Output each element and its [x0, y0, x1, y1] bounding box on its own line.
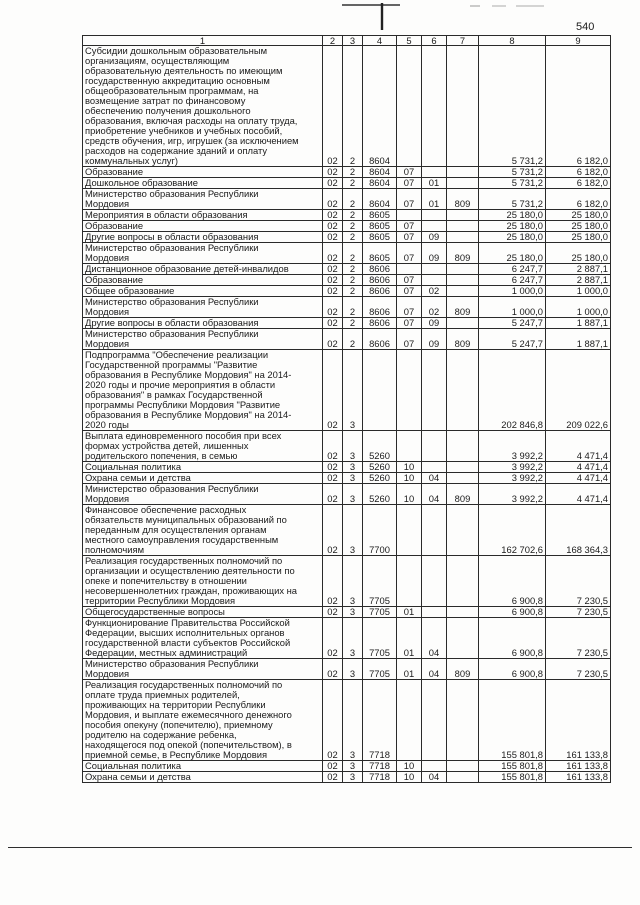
program-code-cell: 02: [323, 462, 343, 473]
amount-col9-cell: 2 887,1: [546, 275, 611, 286]
subprogram-code-cell: 2: [343, 329, 363, 350]
amount-col9-cell: 4 471,4: [546, 431, 611, 462]
subprogram-code-cell: 3: [343, 772, 363, 783]
item-name-cell: Реализация государственных полномочий по организации и осуществлению деятельности по опеке и попечительству в отношении несовершеннолетних граждан, проживающих на территории Республики Мордовия: [83, 556, 323, 607]
table-row: [83, 618, 611, 659]
subsection-code-cell: 09: [422, 243, 447, 264]
subprogram-code-cell: 3: [343, 473, 363, 484]
column-header-2: 2: [323, 36, 343, 46]
program-code-cell: 02: [323, 350, 343, 431]
item-name-cell: Субсидии дошкольным образовательным организациям, осуществляющим образовательную деятельность по имеющим государственную аккредитацию основным общеобразовательным программам, на возмещение затрат по финансовому обеспечению получения дошкольного образования, включая расходы на оплату труда, приобретение учебников и учебных пособий, средств обучения, игр, игрушек (за исключением расходов на содержание зданий и оплату коммунальных услуг): [83, 46, 323, 167]
subprogram-code-cell: 2: [343, 318, 363, 329]
column-header-3: 3: [343, 36, 363, 46]
amount-col8-cell: 5 247,7: [479, 329, 546, 350]
amount-col8-cell: 3 992,2: [479, 484, 546, 505]
subsection-code-cell: [422, 221, 447, 232]
program-code-cell: 02: [323, 761, 343, 772]
table-row: [83, 297, 611, 318]
agency-code-cell: [447, 178, 479, 189]
amount-col8-cell: 25 180,0: [479, 210, 546, 221]
table-row: [83, 221, 611, 232]
program-code-cell: 02: [323, 275, 343, 286]
column-header-9: 9: [546, 36, 611, 46]
expense-code-cell: 5260: [363, 473, 397, 484]
item-name-cell: Функционирование Правительства Российской Федерации, высших исполнительных органов государственной власти субъектов Российской Федерации, местных администраций: [83, 618, 323, 659]
agency-code-cell: [447, 210, 479, 221]
subprogram-code-cell: 2: [343, 46, 363, 167]
agency-code-cell: [447, 556, 479, 607]
section-code-cell: 07: [397, 318, 422, 329]
amount-col8-cell: 6 900,8: [479, 607, 546, 618]
expense-code-cell: 8605: [363, 221, 397, 232]
amount-col9-cell: 7 230,5: [546, 618, 611, 659]
amount-col9-cell: 7 230,5: [546, 556, 611, 607]
subprogram-code-cell: 3: [343, 761, 363, 772]
section-code-cell: 07: [397, 275, 422, 286]
subprogram-code-cell: 2: [343, 167, 363, 178]
amount-col9-cell: 209 022,6: [546, 350, 611, 431]
program-code-cell: 02: [323, 189, 343, 210]
expense-code-cell: 5260: [363, 431, 397, 462]
section-code-cell: 07: [397, 189, 422, 210]
subsection-code-cell: [422, 505, 447, 556]
amount-col9-cell: 6 182,0: [546, 46, 611, 167]
section-code-cell: [397, 505, 422, 556]
agency-code-cell: [447, 350, 479, 431]
subsection-code-cell: 01: [422, 178, 447, 189]
program-code-cell: 02: [323, 607, 343, 618]
expense-code-cell: 7718: [363, 761, 397, 772]
program-code-cell: 02: [323, 680, 343, 761]
section-code-cell: 07: [397, 329, 422, 350]
subsection-code-cell: 04: [422, 618, 447, 659]
amount-col9-cell: 1 000,0: [546, 286, 611, 297]
amount-col9-cell: 161 133,8: [546, 761, 611, 772]
subsection-code-cell: 04: [422, 484, 447, 505]
amount-col9-cell: 168 364,3: [546, 505, 611, 556]
table-row: [83, 178, 611, 189]
program-code-cell: 02: [323, 297, 343, 318]
expense-code-cell: 7718: [363, 680, 397, 761]
program-code-cell: 02: [323, 772, 343, 783]
item-name-cell: Другие вопросы в области образования: [83, 232, 323, 243]
expense-code-cell: 8606: [363, 329, 397, 350]
table-row: [83, 462, 611, 473]
program-code-cell: 02: [323, 659, 343, 680]
section-code-cell: 07: [397, 178, 422, 189]
expense-code-cell: 7700: [363, 505, 397, 556]
subsection-code-cell: 04: [422, 659, 447, 680]
subsection-code-cell: 01: [422, 189, 447, 210]
budget-table: [82, 35, 611, 783]
subprogram-code-cell: 3: [343, 350, 363, 431]
agency-code-cell: 809: [447, 297, 479, 318]
section-code-cell: [397, 350, 422, 431]
item-name-cell: Реализация государственных полномочий по оплате труда приемных родителей, проживающих на территории Республики Мордовия, и выплате ежемесячного денежного пособия опекуну (попечителю), приемному родителю на содержание ребенка, находящегося под опекой (попечительством), в приемной семье, в Республике Мордовия: [83, 680, 323, 761]
item-name-cell: Мероприятия в области образования: [83, 210, 323, 221]
item-name-cell: Финансовое обеспечение расходных обязательств муниципальных образований по переданным для осуществления органам местного самоуправления государственным полномочиям: [83, 505, 323, 556]
page-divider: [8, 847, 632, 848]
subprogram-code-cell: 3: [343, 607, 363, 618]
amount-col9-cell: 1 887,1: [546, 329, 611, 350]
expense-code-cell: 8605: [363, 232, 397, 243]
expense-code-cell: 7705: [363, 618, 397, 659]
subprogram-code-cell: 3: [343, 680, 363, 761]
expense-code-cell: 5260: [363, 484, 397, 505]
expense-code-cell: 8604: [363, 189, 397, 210]
item-name-cell: Другие вопросы в области образования: [83, 318, 323, 329]
expense-code-cell: 8605: [363, 210, 397, 221]
amount-col8-cell: 6 900,8: [479, 659, 546, 680]
subprogram-code-cell: 3: [343, 556, 363, 607]
program-code-cell: 02: [323, 264, 343, 275]
subsection-code-cell: 02: [422, 286, 447, 297]
agency-code-cell: 809: [447, 243, 479, 264]
amount-col8-cell: 5 731,2: [479, 189, 546, 210]
amount-col8-cell: 155 801,8: [479, 761, 546, 772]
program-code-cell: 02: [323, 286, 343, 297]
agency-code-cell: [447, 46, 479, 167]
expense-code-cell: 8606: [363, 264, 397, 275]
item-name-cell: Министерство образования Республики Мордовия: [83, 189, 323, 210]
program-code-cell: 02: [323, 556, 343, 607]
amount-col8-cell: 5 731,2: [479, 178, 546, 189]
program-code-cell: 02: [323, 221, 343, 232]
table-row: [83, 680, 611, 761]
amount-col9-cell: 4 471,4: [546, 462, 611, 473]
program-code-cell: 02: [323, 46, 343, 167]
subprogram-code-cell: 2: [343, 275, 363, 286]
subsection-code-cell: 09: [422, 329, 447, 350]
amount-col8-cell: 3 992,2: [479, 473, 546, 484]
program-code-cell: 02: [323, 243, 343, 264]
agency-code-cell: [447, 286, 479, 297]
table-row: [83, 556, 611, 607]
expense-code-cell: 8604: [363, 46, 397, 167]
program-code-cell: 02: [323, 484, 343, 505]
item-name-cell: Министерство образования Республики Мордовия: [83, 659, 323, 680]
subsection-code-cell: [422, 264, 447, 275]
table-row: [83, 46, 611, 167]
section-code-cell: 07: [397, 297, 422, 318]
section-code-cell: 01: [397, 618, 422, 659]
amount-col9-cell: 6 182,0: [546, 178, 611, 189]
subprogram-code-cell: 2: [343, 286, 363, 297]
program-code-cell: 02: [323, 431, 343, 462]
section-code-cell: 07: [397, 232, 422, 243]
item-name-cell: Министерство образования Республики Мордовия: [83, 484, 323, 505]
expense-code-cell: 8606: [363, 275, 397, 286]
amount-col8-cell: 6 900,8: [479, 556, 546, 607]
section-code-cell: 01: [397, 659, 422, 680]
column-header-6: 6: [422, 36, 447, 46]
expense-code-cell: 8605: [363, 243, 397, 264]
section-code-cell: [397, 680, 422, 761]
table-row: [83, 232, 611, 243]
amount-col9-cell: 6 182,0: [546, 189, 611, 210]
agency-code-cell: [447, 462, 479, 473]
column-header-1: 1: [83, 36, 323, 46]
section-code-cell: [397, 46, 422, 167]
subprogram-code-cell: 3: [343, 505, 363, 556]
agency-code-cell: 809: [447, 189, 479, 210]
table-row: [83, 318, 611, 329]
amount-col8-cell: 1 000,0: [479, 297, 546, 318]
expense-code-cell: [363, 350, 397, 431]
subsection-code-cell: [422, 462, 447, 473]
column-header-4: 4: [363, 36, 397, 46]
section-code-cell: [397, 556, 422, 607]
amount-col8-cell: 6 900,8: [479, 618, 546, 659]
expense-code-cell: 8606: [363, 297, 397, 318]
expense-code-cell: 7705: [363, 659, 397, 680]
program-code-cell: 02: [323, 473, 343, 484]
table-row: [83, 189, 611, 210]
section-code-cell: [397, 210, 422, 221]
expense-code-cell: 7705: [363, 607, 397, 618]
table-row: [83, 659, 611, 680]
agency-code-cell: [447, 264, 479, 275]
agency-code-cell: 809: [447, 329, 479, 350]
subsection-code-cell: [422, 167, 447, 178]
program-code-cell: 02: [323, 318, 343, 329]
section-code-cell: 10: [397, 484, 422, 505]
agency-code-cell: [447, 431, 479, 462]
amount-col8-cell: 155 801,8: [479, 772, 546, 783]
amount-col9-cell: 25 180,0: [546, 232, 611, 243]
subprogram-code-cell: 2: [343, 210, 363, 221]
section-code-cell: 07: [397, 221, 422, 232]
page-number: 540: [576, 21, 595, 33]
amount-col8-cell: 162 702,6: [479, 505, 546, 556]
agency-code-cell: [447, 318, 479, 329]
agency-code-cell: [447, 618, 479, 659]
column-header-8: 8: [479, 36, 546, 46]
amount-col9-cell: 7 230,5: [546, 659, 611, 680]
agency-code-cell: [447, 680, 479, 761]
column-header-7: 7: [447, 36, 479, 46]
agency-code-cell: [447, 505, 479, 556]
section-code-cell: 07: [397, 286, 422, 297]
item-name-cell: Образование: [83, 221, 323, 232]
amount-col9-cell: 161 133,8: [546, 772, 611, 783]
expense-code-cell: 8604: [363, 167, 397, 178]
scan-artifact: [330, 0, 560, 34]
agency-code-cell: [447, 167, 479, 178]
section-code-cell: 10: [397, 473, 422, 484]
subsection-code-cell: 09: [422, 318, 447, 329]
amount-col9-cell: 25 180,0: [546, 221, 611, 232]
subprogram-code-cell: 2: [343, 232, 363, 243]
amount-col8-cell: 25 180,0: [479, 243, 546, 264]
agency-code-cell: [447, 232, 479, 243]
subprogram-code-cell: 2: [343, 264, 363, 275]
subsection-code-cell: 04: [422, 772, 447, 783]
item-name-cell: Подпрограмма "Обеспечение реализации Государственной программы "Развитие образования в Республике Мордовия" на 2014- 2020 годы и прочие мероприятия в области образования" в рамках Государственной программы Республики Мордовия "Развитие образования в Республике Мордовия" на 2014- 2020 годы: [83, 350, 323, 431]
section-code-cell: 01: [397, 607, 422, 618]
table-row: [83, 607, 611, 618]
section-code-cell: 10: [397, 462, 422, 473]
agency-code-cell: [447, 772, 479, 783]
program-code-cell: 02: [323, 505, 343, 556]
subprogram-code-cell: 3: [343, 431, 363, 462]
subsection-code-cell: [422, 210, 447, 221]
amount-col8-cell: 25 180,0: [479, 221, 546, 232]
section-code-cell: 07: [397, 167, 422, 178]
table-row: [83, 505, 611, 556]
subprogram-code-cell: 2: [343, 297, 363, 318]
subsection-code-cell: [422, 761, 447, 772]
subsection-code-cell: 04: [422, 473, 447, 484]
agency-code-cell: [447, 761, 479, 772]
expense-code-cell: 5260: [363, 462, 397, 473]
amount-col9-cell: 2 887,1: [546, 264, 611, 275]
item-name-cell: Общегосударственные вопросы: [83, 607, 323, 618]
item-name-cell: Дистанционное образование детей-инвалидов: [83, 264, 323, 275]
amount-col8-cell: 202 846,8: [479, 350, 546, 431]
amount-col8-cell: 6 247,7: [479, 275, 546, 286]
amount-col8-cell: 5 731,2: [479, 167, 546, 178]
amount-col8-cell: 3 992,2: [479, 462, 546, 473]
agency-code-cell: [447, 275, 479, 286]
item-name-cell: Социальная политика: [83, 761, 323, 772]
amount-col9-cell: 25 180,0: [546, 243, 611, 264]
subsection-code-cell: [422, 350, 447, 431]
item-name-cell: Министерство образования Республики Мордовия: [83, 297, 323, 318]
section-code-cell: 07: [397, 243, 422, 264]
table-row: [83, 329, 611, 350]
subprogram-code-cell: 3: [343, 484, 363, 505]
item-name-cell: Выплата единовременного пособия при всех формах устройства детей, лишенных родительского попечения, в семью: [83, 431, 323, 462]
subprogram-code-cell: 2: [343, 221, 363, 232]
expense-code-cell: 8606: [363, 318, 397, 329]
item-name-cell: Образование: [83, 275, 323, 286]
table-row: [83, 210, 611, 221]
subprogram-code-cell: 2: [343, 243, 363, 264]
amount-col9-cell: 161 133,8: [546, 680, 611, 761]
amount-col9-cell: 7 230,5: [546, 607, 611, 618]
item-name-cell: Общее образование: [83, 286, 323, 297]
subsection-code-cell: [422, 607, 447, 618]
table-row: [83, 243, 611, 264]
section-code-cell: 10: [397, 772, 422, 783]
amount-col8-cell: 155 801,8: [479, 680, 546, 761]
expense-code-cell: 8604: [363, 178, 397, 189]
program-code-cell: 02: [323, 618, 343, 659]
table-row: [83, 484, 611, 505]
amount-col8-cell: 3 992,2: [479, 431, 546, 462]
subprogram-code-cell: 2: [343, 189, 363, 210]
amount-col9-cell: 6 182,0: [546, 167, 611, 178]
table-row: [83, 275, 611, 286]
agency-code-cell: 809: [447, 659, 479, 680]
item-name-cell: Социальная политика: [83, 462, 323, 473]
amount-col8-cell: 5 731,2: [479, 46, 546, 167]
amount-col9-cell: 4 471,4: [546, 473, 611, 484]
amount-col9-cell: 1 000,0: [546, 297, 611, 318]
program-code-cell: 02: [323, 232, 343, 243]
amount-col8-cell: 1 000,0: [479, 286, 546, 297]
section-code-cell: 10: [397, 761, 422, 772]
expense-code-cell: 8606: [363, 286, 397, 297]
section-code-cell: [397, 431, 422, 462]
amount-col9-cell: 25 180,0: [546, 210, 611, 221]
amount-col8-cell: 5 247,7: [479, 318, 546, 329]
expense-code-cell: 7705: [363, 556, 397, 607]
program-code-cell: 02: [323, 178, 343, 189]
subprogram-code-cell: 3: [343, 462, 363, 473]
table-row: [83, 431, 611, 462]
program-code-cell: 02: [323, 210, 343, 221]
item-name-cell: Образование: [83, 167, 323, 178]
subsection-code-cell: [422, 431, 447, 462]
subsection-code-cell: 09: [422, 232, 447, 243]
subsection-code-cell: [422, 680, 447, 761]
expense-code-cell: 7718: [363, 772, 397, 783]
agency-code-cell: [447, 473, 479, 484]
section-code-cell: [397, 264, 422, 275]
item-name-cell: Охрана семьи и детства: [83, 772, 323, 783]
table-row: [83, 761, 611, 772]
column-header-5: 5: [397, 36, 422, 46]
amount-col8-cell: 6 247,7: [479, 264, 546, 275]
agency-code-cell: [447, 221, 479, 232]
table-row: [83, 473, 611, 484]
table-row: [83, 167, 611, 178]
program-code-cell: 02: [323, 329, 343, 350]
table-row: [83, 264, 611, 275]
agency-code-cell: 809: [447, 484, 479, 505]
subprogram-code-cell: 3: [343, 659, 363, 680]
program-code-cell: 02: [323, 167, 343, 178]
table-body: [83, 46, 611, 783]
subprogram-code-cell: 3: [343, 618, 363, 659]
subsection-code-cell: 02: [422, 297, 447, 318]
item-name-cell: Министерство образования Республики Мордовия: [83, 329, 323, 350]
item-name-cell: Министерство образования Республики Мордовия: [83, 243, 323, 264]
amount-col8-cell: 25 180,0: [479, 232, 546, 243]
subsection-code-cell: [422, 275, 447, 286]
item-name-cell: Дошкольное образование: [83, 178, 323, 189]
amount-col9-cell: 1 887,1: [546, 318, 611, 329]
amount-col9-cell: 4 471,4: [546, 484, 611, 505]
header-row: [83, 36, 611, 46]
subprogram-code-cell: 2: [343, 178, 363, 189]
item-name-cell: Охрана семьи и детства: [83, 473, 323, 484]
table-row: [83, 286, 611, 297]
subsection-code-cell: [422, 46, 447, 167]
table-row: [83, 350, 611, 431]
table-row: [83, 772, 611, 783]
agency-code-cell: [447, 607, 479, 618]
subsection-code-cell: [422, 556, 447, 607]
